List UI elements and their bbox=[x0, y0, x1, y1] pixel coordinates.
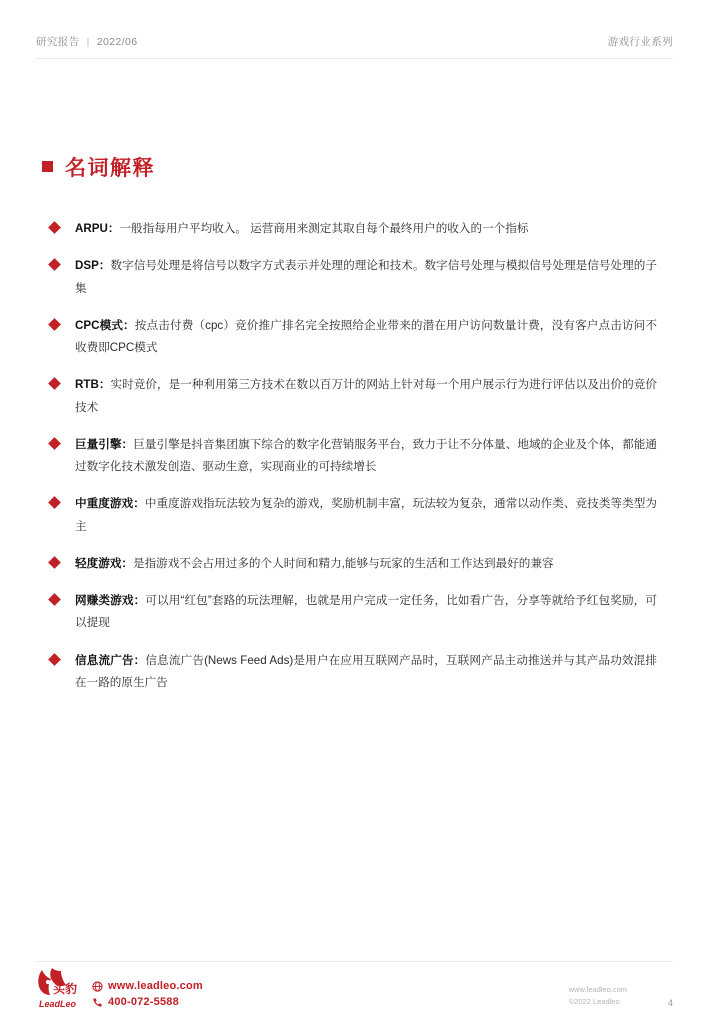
page-title-text: 名词解释 bbox=[65, 157, 155, 180]
diamond-bullet-icon bbox=[48, 437, 61, 450]
definition-term: ARPU： bbox=[75, 222, 120, 235]
definition-item bbox=[50, 434, 657, 479]
definition-item bbox=[50, 553, 657, 575]
phone-text: 400-072-5588 bbox=[108, 996, 179, 1008]
definition-term: 中重度游戏： bbox=[75, 497, 145, 511]
definition-term: RTB： bbox=[75, 378, 111, 392]
brand-contact bbox=[92, 980, 203, 1010]
page-footer bbox=[36, 966, 673, 1010]
definition-item bbox=[50, 374, 657, 419]
definition-text: 可以用“红包”套路的玩法理解，也就是用户完成一定任务，比如看广告，分享等就给予红包奖励，可以提现 bbox=[75, 594, 657, 630]
leadleo-logo-icon bbox=[36, 966, 82, 1010]
diamond-bullet-icon bbox=[48, 593, 61, 606]
definition-term: 信息流广告： bbox=[75, 653, 146, 667]
definition-term: 网赚类游戏： bbox=[75, 594, 146, 607]
definition-body bbox=[75, 374, 657, 419]
report-date: 2022/06 bbox=[96, 36, 138, 48]
definition-text: 中重度游戏指玩法较为复杂的游戏，奖励机制丰富，玩法较为复杂，通常以动作类、竞技类等类型为主 bbox=[75, 497, 657, 533]
footer-divider bbox=[36, 961, 673, 962]
diamond-bullet-icon bbox=[48, 377, 61, 390]
header-left-group bbox=[36, 34, 138, 49]
definition-text: 是指游戏不会占用过多的个人时间和精力,能够与玩家的生活和工作达到最好的兼容 bbox=[132, 556, 554, 570]
website-text: www.leadleo.com bbox=[108, 980, 203, 992]
definition-body bbox=[75, 590, 657, 635]
svg-text:LeadLeo: LeadLeo bbox=[39, 999, 77, 1009]
definition-text: 巨量引擎是抖音集团旗下综合的数字化营销服务平台，致力于让不分体量、地域的企业及个体，都能通过数字化技术激发创造、驱动生意，实现商业的可持续增长 bbox=[75, 437, 657, 473]
svg-text:头豹: 头豹 bbox=[53, 982, 78, 996]
diamond-bullet-icon bbox=[48, 318, 61, 331]
header-divider bbox=[36, 58, 673, 59]
definition-body bbox=[75, 553, 657, 575]
definition-item bbox=[50, 315, 657, 360]
square-marker-icon bbox=[42, 161, 53, 172]
definition-body bbox=[75, 434, 657, 479]
definition-text: 数字信号处理是将信号以数字方式表示并处理的理论和技术。数字信号处理与模拟信号处理是信号处理的子集 bbox=[75, 259, 657, 295]
diamond-bullet-icon bbox=[48, 258, 61, 271]
diamond-bullet-icon bbox=[48, 221, 61, 234]
definition-term: 巨量引擎： bbox=[75, 437, 134, 451]
website-line[interactable] bbox=[92, 980, 203, 992]
report-series: 游戏行业系列 bbox=[607, 36, 673, 48]
globe-icon bbox=[92, 981, 103, 992]
definition-item bbox=[50, 218, 657, 240]
definition-term: CPC模式： bbox=[75, 318, 135, 332]
page-number: 4 bbox=[667, 998, 673, 1008]
definition-text: 实时竞价，是一种利用第三方技术在数以百万计的网站上针对每一个用户展示行为进行评估以及出价的竞价技术 bbox=[75, 378, 657, 414]
definition-term: DSP： bbox=[75, 259, 111, 273]
footer-site: www.leadleo.com bbox=[568, 985, 627, 994]
definition-body bbox=[75, 650, 657, 695]
definition-body bbox=[75, 315, 657, 360]
definition-text: 一般指每用户平均收入。 运营商用来测定其取自每个最终用户的收入的一个指标 bbox=[119, 222, 529, 235]
definition-term: 轻度游戏： bbox=[75, 556, 133, 570]
definition-item bbox=[50, 590, 657, 635]
definition-body bbox=[75, 493, 657, 538]
phone-icon bbox=[92, 997, 103, 1008]
definition-text: 信息流广告(News Feed Ads)是用户在应用互联网产品时，互联网产品主动推送并与其产品功效混排在一路的原生广告 bbox=[75, 653, 657, 689]
definition-body bbox=[75, 218, 657, 240]
report-label: 研究报告 bbox=[36, 36, 80, 48]
footer-copyright: ©2022 Leadleo bbox=[568, 997, 620, 1006]
phone-line[interactable] bbox=[92, 996, 203, 1008]
header-separator: | bbox=[86, 36, 90, 48]
definition-item bbox=[50, 493, 657, 538]
footer-meta bbox=[569, 984, 627, 1008]
diamond-bullet-icon bbox=[48, 556, 61, 569]
definition-item bbox=[50, 650, 657, 695]
diamond-bullet-icon bbox=[48, 496, 61, 509]
definition-item bbox=[50, 255, 657, 300]
definition-body bbox=[75, 255, 657, 300]
definition-text: 按点击付费（cpc）竞价推广排名完全按照给企业带来的潜在用户访问数量计费，没有客户点击访问不收费即CPC模式 bbox=[75, 318, 658, 354]
definition-list bbox=[50, 218, 657, 709]
page-title bbox=[42, 152, 155, 182]
diamond-bullet-icon bbox=[48, 653, 61, 666]
brand-block bbox=[36, 966, 203, 1010]
page-header bbox=[36, 34, 673, 49]
